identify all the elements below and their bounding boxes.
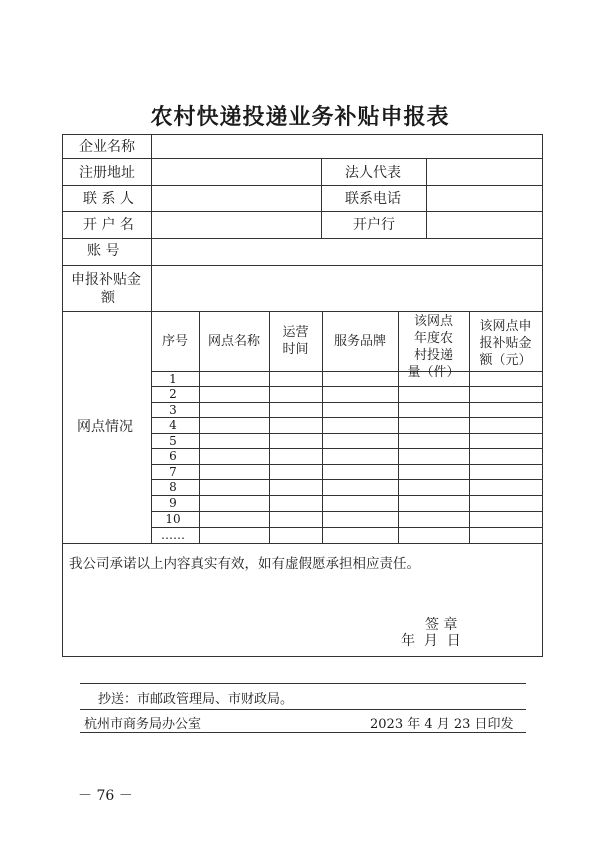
label-contact-person: 联 系 人 — [83, 191, 134, 207]
footer-rule-middle — [80, 709, 526, 710]
row-number: 6 — [169, 449, 177, 463]
col-header-subsidy — [469, 318, 542, 369]
seal-label: 签 章 — [425, 617, 458, 633]
col-header-subsidy-line1: 该网点申 — [479, 319, 532, 334]
row-number: 10 — [165, 512, 181, 526]
col-header-operating-time — [269, 324, 322, 358]
col-header-subsidy-line2: 报补贴金 — [479, 336, 532, 351]
issue-date: 2023 年 4 月 23 日印发 — [370, 717, 514, 732]
col-header-volume-line2: 年度农 — [413, 331, 453, 346]
label-account-number: 账 号 — [87, 243, 120, 259]
col-header-volume-line4: 量（件） — [407, 365, 460, 380]
label-bank: 开户行 — [353, 217, 395, 233]
col-header-operating-time-line1: 运营 — [282, 325, 309, 340]
row-number: 1 — [169, 372, 177, 386]
page-number: － 76 － — [78, 788, 133, 804]
col-header-brand: 服务品牌 — [333, 334, 386, 349]
row-number: 4 — [169, 418, 177, 432]
issuer: 杭州市商务局办公室 — [84, 717, 202, 732]
col-header-no: 序号 — [161, 334, 188, 349]
form-title: 农村快递投递业务补贴申报表 — [150, 104, 450, 130]
row-number: 7 — [169, 465, 177, 479]
label-company-name: 企业名称 — [79, 139, 135, 155]
col-header-delivery-volume — [398, 313, 469, 381]
label-legal-representative: 法人代表 — [345, 165, 401, 181]
label-subsidy-amount-cont: 额 — [101, 290, 115, 306]
footer-rule-bottom — [80, 732, 526, 733]
date-line: 年 月 日 — [401, 633, 461, 649]
cc-line: 抄送：市邮政管理局、市财政局。 — [98, 692, 294, 707]
label-account-name: 开 户 名 — [83, 217, 134, 233]
row-number: …… — [161, 528, 185, 542]
application-form — [62, 134, 543, 657]
label-outlet-section: 网点情况 — [77, 419, 133, 435]
pledge-statement: 我公司承诺以上内容真实有效，如有虚假愿承担相应责任。 — [69, 556, 420, 572]
col-header-operating-time-line2: 时间 — [282, 342, 309, 357]
row-number: 3 — [169, 403, 177, 417]
row-number: 8 — [169, 480, 177, 494]
col-header-volume-line3: 村投递 — [413, 348, 453, 363]
label-contact-phone: 联系电话 — [345, 191, 401, 207]
row-number: 9 — [169, 496, 177, 510]
row-number: 2 — [169, 387, 177, 401]
label-subsidy-amount: 申报补贴金 — [71, 272, 141, 288]
label-registered-address: 注册地址 — [79, 165, 135, 181]
col-header-volume-line1: 该网点 — [413, 314, 453, 329]
col-header-outlet-name: 网点名称 — [207, 334, 260, 349]
footer-rule-top — [80, 683, 526, 684]
row-number: 5 — [169, 434, 177, 448]
col-header-subsidy-line3: 额（元） — [479, 353, 532, 368]
